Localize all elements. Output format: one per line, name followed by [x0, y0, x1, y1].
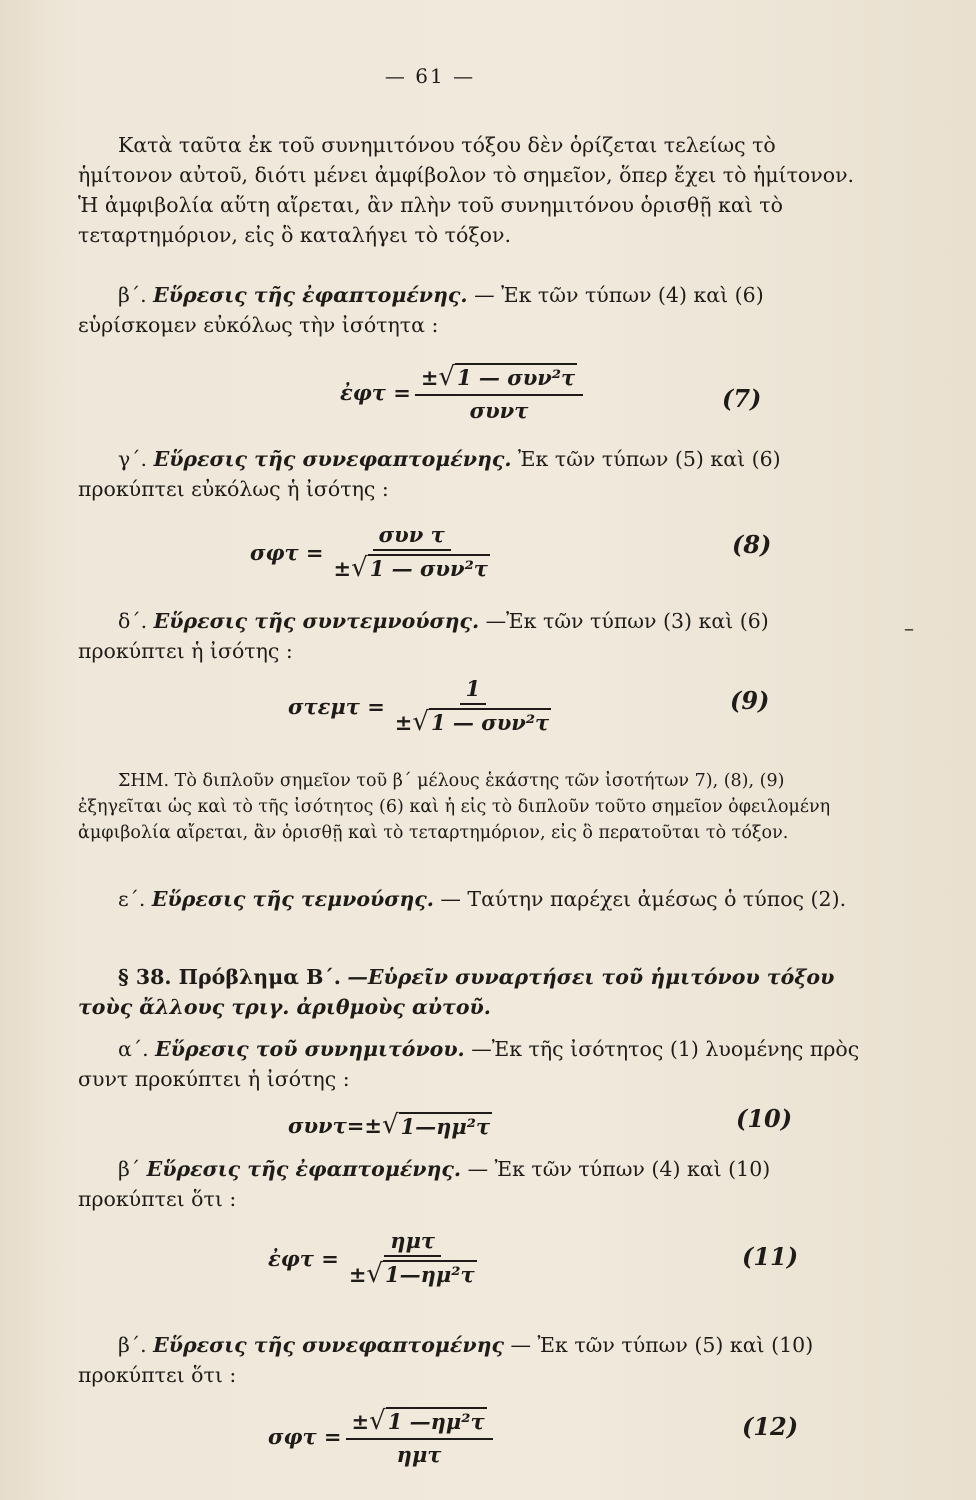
plus-minus-sign: ±	[364, 1112, 382, 1138]
formula-10	[288, 1110, 492, 1140]
heading-cosecant: Εὕρεσις τῆς συντεμνούσης.	[153, 609, 480, 633]
paragraph-cosine	[78, 1034, 868, 1094]
sqrt-icon: √	[381, 1110, 399, 1140]
text-cosecant: —Ἐκ τῶν τύπων (3) καὶ (6) προκύπτει ἡ ἰσότης :	[78, 609, 769, 663]
heading-tangent: Εὕρεσις τῆς ἐφαπτομένης.	[153, 283, 468, 307]
paragraph-tangent-2	[78, 1154, 868, 1214]
numerator: ημτ	[384, 1228, 441, 1257]
paragraph-intro: Κατὰ ταῦτα ἐκ τοῦ συνημιτόνου τόξου δὲν ὁρίζεται τελείως τὸ ἡμίτονον αὐτοῦ, διότι μένει ἀμφίβολον τὸ σημεῖον, ὅπερ ἔχει τὸ ἡμίτονον. Ἡ ἀμφιβολία αὕτη αἴρεται, ἂν πλὴν τοῦ συνημιτόνου ὁρισθῇ καὶ τὸ τεταρτημόριον, εἰς ὃ καταλήγει τὸ τόξον.	[78, 133, 855, 247]
paragraph-cosecant	[78, 606, 868, 666]
text-cosine: —Ἐκ τῆς ἰσότητος (1) λυομένης πρὸς συντ προκύπτει ἡ ἰσότης :	[78, 1037, 860, 1091]
formula-12-lhs: σφτ =	[268, 1424, 342, 1449]
radicand: 1 — συν²τ	[457, 365, 576, 390]
page-number: — 61 —	[384, 64, 476, 88]
paragraph-cotangent	[78, 444, 868, 504]
paragraph-cotangent-2	[78, 1330, 868, 1390]
formula-9	[288, 676, 557, 737]
plus-minus-sign: ±	[333, 556, 352, 581]
formula-12	[268, 1406, 493, 1467]
section-38-text: —Εὑρεῖν συναρτήσει τοῦ ἡμιτόνου τόξου τοὺς ἄλλους τριγ. ἀριθμοὺς αὐτοῦ.	[78, 965, 835, 1019]
sqrt-icon: √	[412, 707, 429, 737]
plus-minus-sign: ±	[394, 710, 413, 735]
numerator: 1	[460, 676, 487, 705]
item-label-g: γ΄.	[118, 447, 148, 471]
formula-11-fraction	[343, 1228, 483, 1289]
radicand: 1 — συν²τ	[430, 710, 550, 735]
denominator: ημτ	[396, 1442, 442, 1467]
radicand: 1 — συν²τ	[369, 556, 488, 581]
radicand: 1—ημ²τ	[400, 1113, 491, 1139]
radicand: 1 —ημ²τ	[387, 1409, 485, 1434]
formula-9-lhs: στεμτ =	[288, 694, 385, 719]
equation-tag-12: (12)	[742, 1412, 799, 1441]
sqrt-icon: √	[369, 1406, 386, 1436]
item-label-b: β΄.	[118, 283, 147, 307]
text-secant: — Ταύτην παρέχει ἀμέσως ὁ τύπος (2).	[440, 887, 847, 911]
numerator: συν τ	[373, 522, 451, 551]
formula-10-lhs: συντ=	[288, 1112, 365, 1138]
paragraph-tangent	[78, 280, 868, 340]
plus-minus-sign: ±	[420, 365, 439, 390]
equation-tag-8: (8)	[732, 530, 772, 559]
plus-minus-sign: ±	[351, 1409, 370, 1434]
item-label-e: ε΄.	[118, 887, 146, 911]
text-cotangent-2: — Ἐκ τῶν τύπων (5) καὶ (10) προκύπτει ὅτι :	[78, 1333, 814, 1387]
equation-tag-10: (10)	[736, 1104, 793, 1133]
equation-tag-7: (7)	[722, 384, 762, 413]
text-cotangent: Ἐκ τῶν τύπων (5) καὶ (6) προκύπτει εὐκόλως ἡ ἰσότης :	[78, 447, 781, 501]
sqrt-icon: √	[366, 1259, 383, 1289]
formula-8-lhs: σφτ =	[250, 540, 324, 565]
formula-8-fraction	[328, 522, 496, 583]
item-label-d: δ΄.	[118, 609, 148, 633]
formula-8	[250, 522, 496, 583]
formula-7-fraction	[415, 362, 583, 423]
equation-tag-11: (11)	[742, 1242, 799, 1271]
formula-7-lhs: ἐφτ =	[340, 380, 411, 405]
heading-tangent-2: Εὕρεσις τῆς ἐφαπτομένης.	[146, 1157, 462, 1181]
heading-cotangent: Εὕρεσις τῆς συνεφαπτομένης.	[153, 447, 512, 471]
formula-12-fraction	[346, 1406, 493, 1467]
denominator: συντ	[469, 398, 529, 423]
item-label-b2: β΄	[118, 1157, 141, 1181]
equation-tag-9: (9)	[730, 686, 770, 715]
section-38-label: § 38. Πρόβλημα Β΄.	[118, 965, 341, 989]
section-38	[78, 962, 868, 1022]
item-label-a2: α΄.	[118, 1037, 149, 1061]
text-tangent: — Ἐκ τῶν τύπων (4) καὶ (6) εὑρίσκομεν εὐκόλως τὴν ἰσότητα :	[78, 283, 764, 337]
formula-7	[340, 362, 583, 423]
note-paragraph: ΣΗΜ. Τὸ διπλοῦν σημεῖον τοῦ β΄ μέλους ἑκάστης τῶν ἰσοτήτων 7), (8), (9) ἐξηγεῖται ὡς καὶ τὸ τῆς ἰσότητος (6) καὶ ἡ εἰς τὸ διπλοῦν τοῦτο σημεῖον ὀφειλομένη ἀμφιβολία αἴρεται, ἂν ὁρισθῇ καὶ τὸ τεταρτημόριον, εἰς ὃ περατοῦται τὸ τόξον.	[78, 771, 831, 843]
margin-mark: –	[904, 616, 914, 640]
heading-cosine: Εὕρεσις τοῦ συνημιτόνου.	[155, 1037, 465, 1061]
sqrt-icon: √	[438, 362, 455, 392]
paragraph-secant	[78, 884, 868, 914]
text-tangent-2: — Ἐκ τῶν τύπων (4) καὶ (10) προκύπτει ὅτι :	[78, 1157, 771, 1211]
formula-9-fraction	[389, 676, 557, 737]
heading-cotangent-2: Εὕρεσις τῆς συνεφαπτομένης	[153, 1333, 504, 1357]
sqrt-icon: √	[351, 553, 368, 583]
heading-secant: Εὕρεσις τῆς τεμνούσης.	[151, 887, 434, 911]
item-label-c2: β΄.	[118, 1333, 147, 1357]
plus-minus-sign: ±	[348, 1262, 367, 1287]
radicand: 1—ημ²τ	[385, 1262, 475, 1287]
formula-11-lhs: ἐφτ =	[268, 1246, 339, 1271]
formula-11	[268, 1228, 483, 1289]
